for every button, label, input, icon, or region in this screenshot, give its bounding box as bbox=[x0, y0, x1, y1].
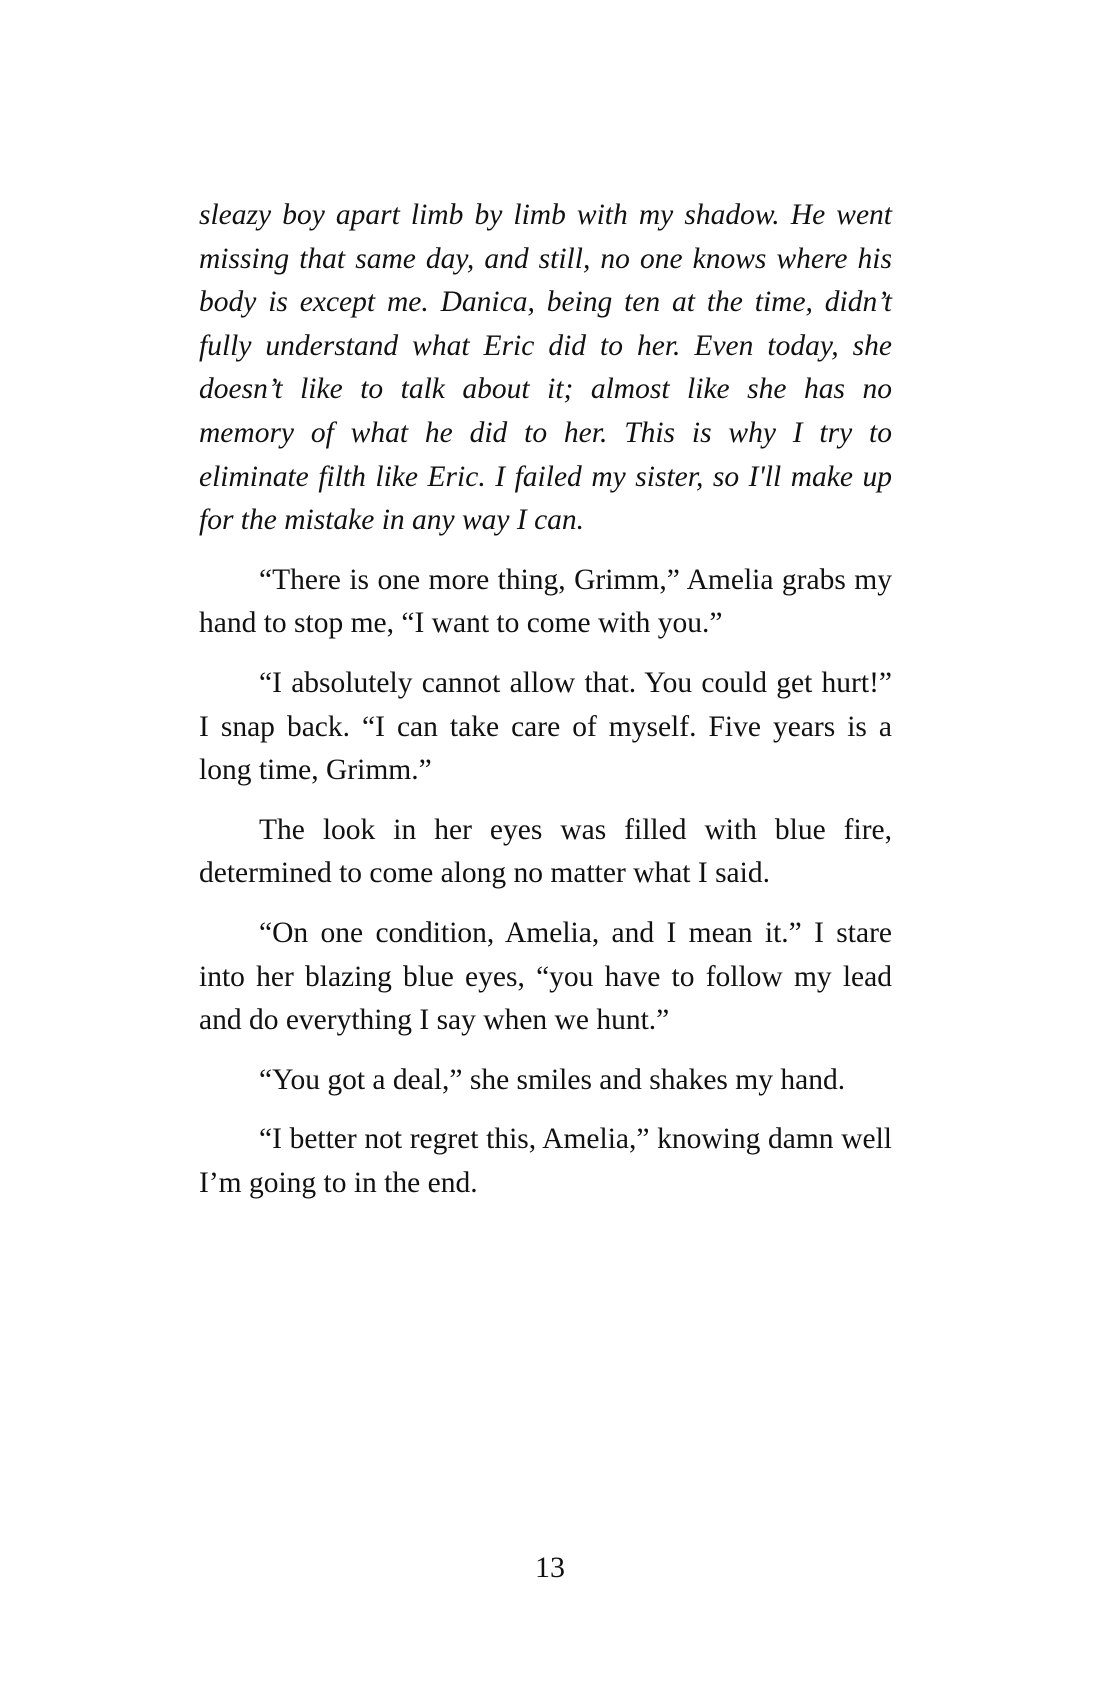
paragraph-narration: The look in her eyes was filled with blue fire, determined to come along no matter what I said. bbox=[199, 813, 892, 890]
paragraph-dialogue: “I absolutely cannot allow that. You could get hurt!” I snap back. “I can take care of myself. Five years is a long time, Grimm.” bbox=[199, 666, 892, 787]
paragraph-dialogue: “There is one more thing, Grimm,” Amelia grabs my hand to stop me, “I want to come with you.” bbox=[199, 563, 892, 640]
page-body bbox=[199, 194, 892, 1205]
page-number: 13 bbox=[535, 1551, 565, 1584]
paragraph-dialogue: “You got a deal,” she smiles and shakes my hand. bbox=[259, 1063, 846, 1096]
paragraph-dialogue: “I better not regret this, Amelia,” knowing damn well I’m going to in the end. bbox=[199, 1123, 892, 1199]
paragraph-dialogue: “On one condition, Amelia, and I mean it.” I stare into her blazing blue eyes, “you have to follow my lead and do everything I say when we hunt.” bbox=[199, 916, 892, 1037]
paragraph-italic-flashback: sleazy boy apart limb by limb with my shadow. He went missing that same day, and still, no one knows where his body is except me. Danica, being ten at the time, didn’t fully understand what Eric did to her. Even today, she doesn’t like to talk about it; almost like she has no memory of what he did to her. This is why I try to eliminate filth like Eric. I failed my sister, so I'll make up for the mistake in any way I can. bbox=[199, 199, 892, 537]
